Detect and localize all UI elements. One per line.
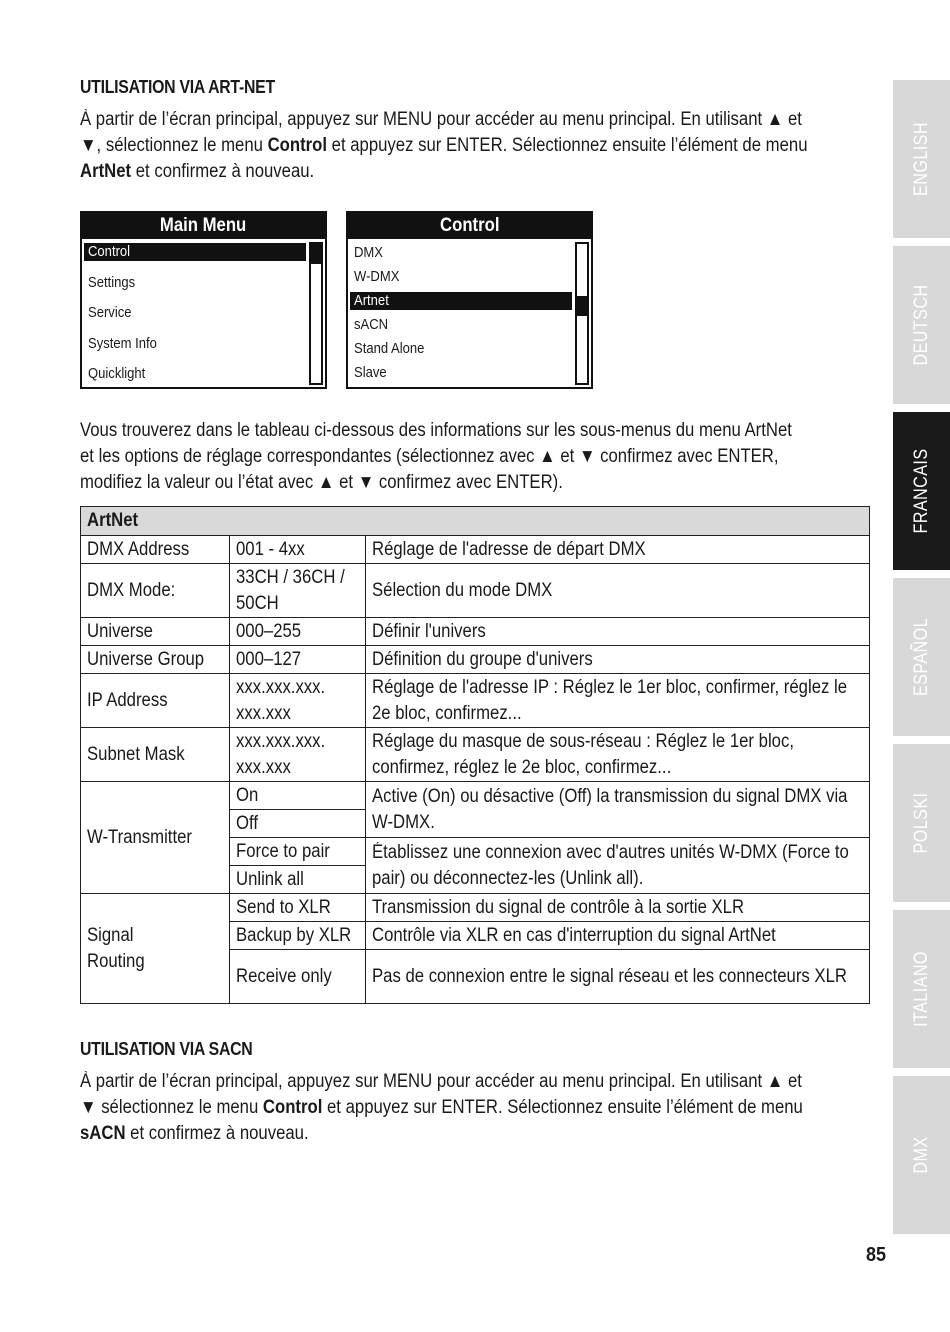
table-row [81, 646, 870, 674]
table-cell: Contrôle via XLR en cas d'interruption du signal ArtNet [366, 922, 870, 950]
table-cell: Universe Group [81, 646, 230, 674]
table-cell: Universe [81, 618, 230, 646]
tab-dmx[interactable]: DMX [893, 1076, 950, 1234]
text-line: À partir de l’écran principal, appuyez sur MENU pour accéder au menu principal. En utilisant ▲ et [80, 109, 802, 130]
table-cell: 000–127 [230, 646, 366, 674]
table-header-row [81, 507, 870, 536]
main-menu-item-settings: Settings [88, 275, 136, 291]
main-menu-title: Main Menu [82, 213, 325, 239]
main-menu-item-control: Control [84, 243, 306, 261]
table-cell: xxx.xxx.xxx. xxx.xxx [230, 728, 366, 782]
table-cell: 001 - 4xx [230, 536, 366, 564]
tab-italiano[interactable]: ITALIANO [893, 910, 950, 1068]
table-row [81, 728, 870, 782]
control-menu-item-slave: Slave [354, 365, 387, 381]
control-menu-item-artnet: Artnet [350, 292, 572, 310]
text-line: et confirmez à nouveau. [125, 1123, 309, 1144]
table-row [81, 674, 870, 728]
control-menu-item-sacn: sACN [354, 317, 389, 333]
table-cell: Receive only [230, 950, 366, 1004]
main-menu-item-quicklight: Quicklight [88, 366, 146, 382]
main-menu-item-service: Service [88, 305, 132, 321]
table-cell: W-Transmitter [81, 782, 230, 894]
control-menu-item-dmx: DMX [354, 245, 384, 261]
table-cell: Unlink all [230, 866, 366, 894]
text-line: ▼ sélectionnez le menu [80, 1097, 263, 1118]
control-menu-scrollbar [575, 242, 589, 385]
table-cell: Force to pair [230, 838, 366, 866]
tab-francais[interactable]: FRANCAIS [893, 412, 950, 570]
text-line: et appuyez sur ENTER. Sélectionnez ensuite l’élément de menu [327, 135, 808, 156]
artnet-table-intro [80, 418, 863, 496]
text-line: et appuyez sur ENTER. Sélectionnez ensuite l’élément de menu [322, 1097, 803, 1118]
table-cell: Définition du groupe d'univers [366, 646, 870, 674]
main-menu-item-system-info: System Info [88, 336, 157, 352]
artnet-settings-table [80, 506, 870, 1004]
tab-english[interactable]: ENGLISH [893, 80, 950, 238]
table-cell: Réglage du masque de sous-réseau : Réglez le 1er bloc, confirmez, réglez le 2e bloc, confirmez... [366, 728, 870, 782]
scroll-thumb [311, 244, 321, 264]
text-line: ▼, sélectionnez le menu [80, 135, 268, 156]
artnet-instructions [80, 107, 863, 185]
tab-deutsch[interactable]: DEUTSCH [893, 246, 950, 404]
table-cell: Définir l'univers [366, 618, 870, 646]
text-line: et confirmez à nouveau. [131, 161, 315, 182]
table-cell: xxx.xxx.xxx. xxx.xxx [230, 674, 366, 728]
table-cell: Subnet Mask [81, 728, 230, 782]
table-header: ArtNet [81, 507, 870, 536]
table-cell: Backup by XLR [230, 922, 366, 950]
table-cell: Réglage de l'adresse de départ DMX [366, 536, 870, 564]
table-cell: Active (On) ou désactive (Off) la transmission du signal DMX via W-DMX. [366, 782, 870, 838]
page-number: 85 [866, 1244, 887, 1266]
table-cell: Pas de connexion entre le signal réseau et les connecteurs XLR [366, 950, 870, 1004]
table-row [81, 618, 870, 646]
control-menu-display [346, 211, 593, 389]
bold-term: ArtNet [80, 161, 132, 182]
control-menu-item-wdmx: W-DMX [354, 269, 400, 285]
control-menu-title: Control [348, 213, 591, 239]
section-heading-sacn: UTILISATION VIA SACN [80, 1039, 253, 1059]
text-line: et les options de réglage correspondantes (sélectionnez avec ▲ et ▼ confirmez avec ENTER, [80, 446, 779, 467]
table-cell: On [230, 782, 366, 810]
table-cell: Établissez une connexion avec d'autres unités W-DMX (Force to pair) ou déconnectez-les (Unlink all). [366, 838, 870, 894]
main-menu-display [80, 211, 327, 389]
table-row [81, 536, 870, 564]
table-cell: IP Address [81, 674, 230, 728]
table-cell: Signal Routing [81, 894, 230, 1004]
bold-term: Control [267, 135, 328, 156]
table-cell: Transmission du signal de contrôle à la sortie XLR [366, 894, 870, 922]
bold-term: Control [262, 1097, 323, 1118]
table-cell: DMX Mode: [81, 564, 230, 618]
control-menu-item-stand-alone: Stand Alone [354, 341, 425, 357]
sacn-instructions [80, 1069, 863, 1147]
table-cell: Réglage de l'adresse IP : Réglez le 1er bloc, confirmer, réglez le 2e bloc, confirmez... [366, 674, 870, 728]
table-cell: 33CH / 36CH / 50CH [230, 564, 366, 618]
tab-polski[interactable]: POLSKI [893, 744, 950, 902]
table-row [81, 782, 870, 810]
table-cell: Off [230, 810, 366, 838]
section-heading-artnet: UTILISATION VIA ART-NET [80, 77, 275, 97]
main-menu-scrollbar [309, 242, 323, 385]
table-cell: Send to XLR [230, 894, 366, 922]
bold-term: sACN [80, 1123, 126, 1144]
text-line: Vous trouverez dans le tableau ci-dessous des informations sur les sous-menus du menu ArtNet [80, 420, 792, 441]
table-cell: Sélection du mode DMX [366, 564, 870, 618]
tab-espanol[interactable]: ESPAÑOL [893, 578, 950, 736]
table-cell: DMX Address [81, 536, 230, 564]
text-line: modifiez la valeur ou l’état avec ▲ et ▼ confirmez avec ENTER). [80, 472, 563, 493]
text-line: À partir de l’écran principal, appuyez sur MENU pour accéder au menu principal. En utilisant ▲ et [80, 1071, 802, 1092]
table-row [81, 894, 870, 922]
scroll-thumb [577, 296, 587, 316]
table-cell: 000–255 [230, 618, 366, 646]
table-row [81, 564, 870, 618]
